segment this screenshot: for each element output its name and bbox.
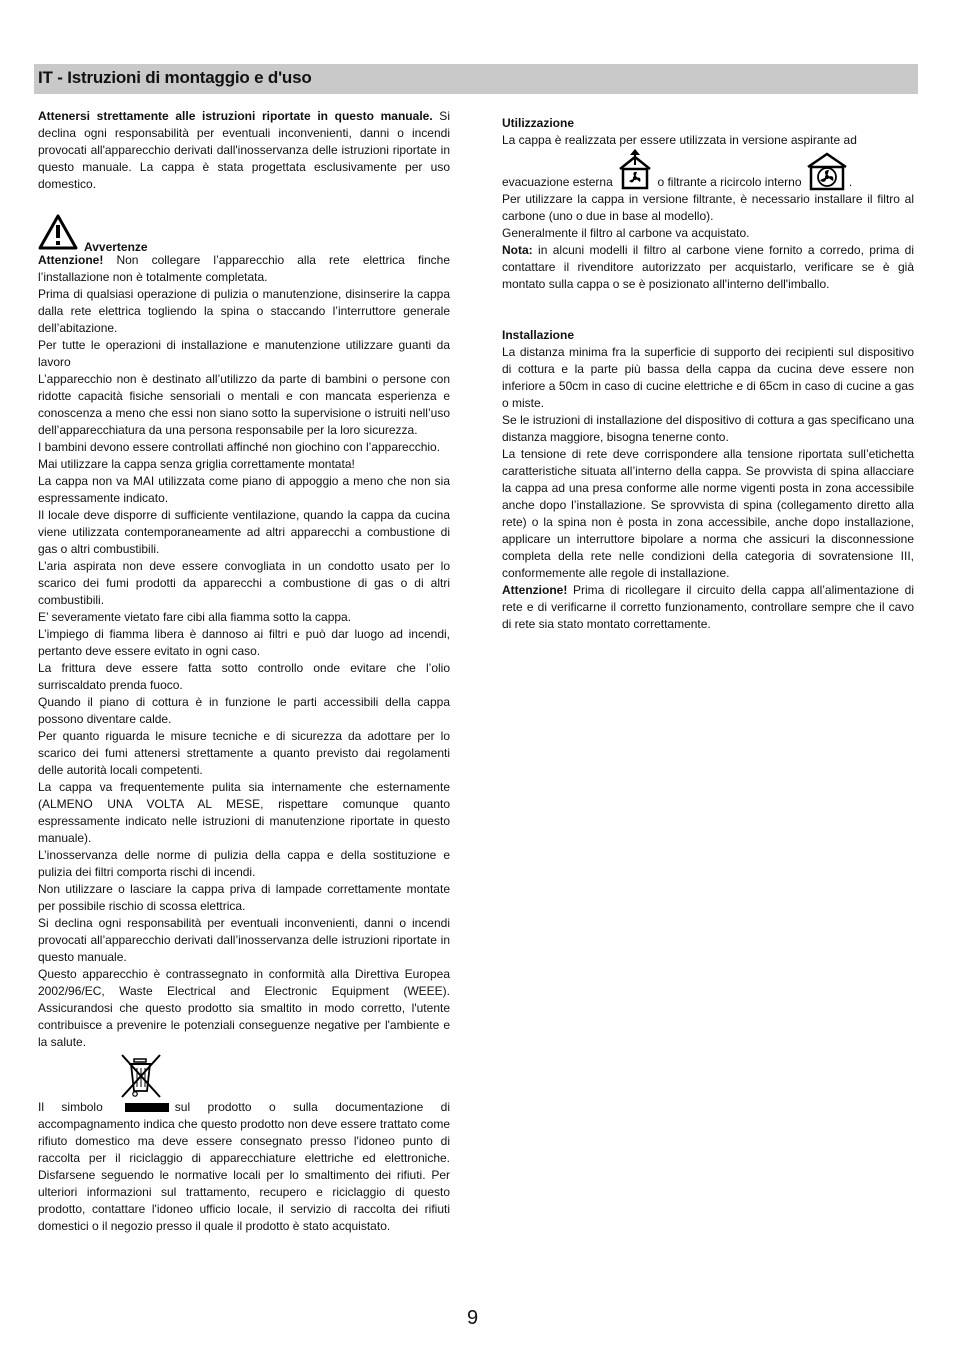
final-attention-bold: Attenzione! — [502, 583, 568, 597]
warning-paragraph: L’inosservanza delle norme di pulizia della cappa e della sostituzione e pulizia dei filtri comporta rischi di incendi. — [38, 848, 450, 879]
usage-line: La cappa è realizzata per essere utilizzata in versione aspirante ad — [502, 133, 857, 147]
warning-paragraph: Quando il piano di cottura è in funzione le parti accessibili della cappa possono diventare calde. — [38, 695, 450, 726]
final-attention-paragraph — [502, 582, 914, 633]
weee-paragraph — [38, 1099, 450, 1235]
page-number: 9 — [467, 1307, 479, 1329]
warning-paragraph: La cappa va frequentemente pulita sia internamente che esternamente (ALMENO UNA VOLTA AL MESE, rispettare comunque quanto espressamente indicato nelle istruzioni di manutenzione riportate in questo manuale). — [38, 780, 450, 845]
section-header — [34, 64, 918, 94]
crossed-bin-icon — [120, 1053, 162, 1099]
page-title: IT - Istruzioni di montaggio e d'uso — [38, 68, 312, 87]
warning-paragraph: Prima di qualsiasi operazione di pulizia o manutenzione, disinserire la cappa dalla rete elettrica togliendo la spina o staccando l’interruttore generale dell’abitazione. — [38, 287, 450, 335]
usage-heading — [502, 115, 914, 132]
warning-paragraph: Per tutte le operazioni di installazione e manutenzione utilizzare guanti da lavoro — [38, 338, 450, 369]
install-heading-text: Installazione — [502, 328, 575, 342]
warning-heading-row — [38, 214, 450, 252]
install-paragraph: Se le istruzioni di installazione del dispositivo di cottura a gas specificano una distanza maggiore, bisogna tenerne conto. — [502, 413, 914, 444]
attention-text: Non collegare l’apparecchio alla rete elettrica finche l’installazione non è totalmente completata. — [38, 253, 450, 284]
warning-triangle-icon — [38, 214, 78, 250]
recirculation-filter-icon — [805, 151, 849, 191]
install-paragraph: La distanza minima fra la superficie di supporto dei recipienti sul dispositivo di cottura e la parte più bassa della cappa da cucina deve essere non inferiore a 50cm in caso di cucine elettriche e di 65cm in caso di cucine a gas o miste. — [502, 345, 914, 410]
warning-paragraph: La frittura deve essere fatta sotto controllo onde evitare che l’olio surriscaldato prenda fuoco. — [38, 661, 450, 692]
warning-paragraph: La cappa non va MAI utilizzata come piano di appoggio a meno che non sia espressamente indicato. — [38, 474, 450, 505]
warning-paragraph: L’impiego di fiamma libera è dannoso ai filtri e può dar luogo ad incendi, pertanto deve essere evitato in ogni caso. — [38, 627, 450, 658]
weee-symbol-block — [38, 1051, 450, 1099]
attention-paragraph — [38, 252, 450, 286]
usage-evac-text: evacuazione esterna — [502, 175, 613, 189]
ducted-extraction-icon — [616, 149, 654, 191]
note-bold: Nota: — [502, 243, 533, 257]
warning-paragraph: L’aria aspirata non deve essere convogliata in un condotto usato per lo scarico dei fumi prodotti da apparecchi a combustione di gas o di altri combustibili. — [38, 559, 450, 607]
usage-heading-text: Utilizzazione — [502, 116, 575, 130]
warning-paragraph: Il locale deve disporre di sufficiente ventilazione, quando la cappa da cucina viene utilizzata contemporaneamente ad altri apparecchi a combustione di gas o altri combustibili. — [38, 508, 450, 556]
weee-underline-bar — [125, 1103, 169, 1112]
final-attention-text: Prima di ricollegare il circuito della cappa all’alimentazione di rete e di verificarne il corretto funzionamento, controllare sempre che il cavo di rete sia stato montato correttamente. — [502, 583, 914, 631]
left-column — [38, 108, 450, 1235]
weee-prefix: Il simbolo — [38, 1100, 103, 1114]
weee-directive-paragraph: Questo apparecchio è contrassegnato in conformità alla Direttiva Europea 2002/96/EC, Waste Electrical and Electronic Equipment (WEEE). Assicurandosi che questo prodotto sia smaltito in modo corretto, l'utente contribuisce a prevenire le potenziali conseguenze negative per l'ambiente e la salute. — [38, 967, 450, 1049]
weee-text: sul prodotto o sulla documentazione di accompagnamento indica che questo prodotto non deve essere trattato come rifiuto domestico ma deve essere consegnato presso l'idoneo punto di raccolta per il riciclaggio di apparecchiature elettriche ed elettroniche. Disfarsene seguendo le normative locali per lo smaltimento dei rifiuti. Per ulteriori informazioni sul trattamento, recupero e riciclaggio di questo prodotto, contattare l'idoneo ufficio locale, il servizio di raccolta dei rifiuti domestici o il negozio presso il quale il prodotto è stato acquistato. — [38, 1100, 451, 1233]
usage-paragraph: Generalmente il filtro al carbone va acquistato. — [502, 226, 750, 240]
warning-paragraph: Non utilizzare o lasciare la cappa priva di lampade correttamente montate per possibile rischio di scossa elettrica. — [38, 882, 450, 913]
attention-bold: Attenzione! — [38, 253, 104, 267]
intro-paragraph — [38, 108, 450, 193]
note-paragraph — [502, 242, 914, 293]
warning-paragraph: L’apparecchio non è destinato all’utilizzo da parte di bambini o persone con ridotte capacità fisiche sensoriali o mentali e con mancata esperienza e conoscenza a meno che essi non siano sotto la supervisione o istruiti nell’uso dell’apparecchiatura da una persona responsabile per la loro sicurezza. — [38, 372, 450, 437]
usage-modes-line — [502, 149, 914, 191]
intro-text: Si declina ogni responsabilità per eventuali inconvenienti, danni o incendi provocati all'apparecchio derivati dall'inosservanza delle istruzioni riportate in questo manuale. La cappa è stata progettata esclusivamente per uso domestico. — [38, 109, 450, 191]
note-text: in alcuni modelli il filtro al carbone viene fornito a corredo, prima di contattare il rivenditore autorizzato per acquistarlo, verificare se è già montato sulla cappa o se è posizionato all'interno dell'imballo. — [502, 243, 914, 291]
usage-dot: . — [848, 175, 853, 189]
warning-heading: Avvertenze — [84, 240, 148, 254]
right-column — [502, 115, 914, 633]
usage-filter-text: o filtrante a ricircolo interno — [657, 175, 802, 189]
intro-bold: Attenersi strettamente alle istruzioni riportate in questo manuale. — [38, 109, 433, 123]
install-heading — [502, 327, 914, 344]
warning-paragraph: Mai utilizzare la cappa senza griglia correttamente montata! — [38, 457, 355, 471]
warning-paragraph: Si declina ogni responsabilità per eventuali inconvenienti, danni o incendi provocati all’apparecchio derivati dall’inosservanza delle istruzioni riportate in questo manuale. — [38, 916, 450, 964]
warning-paragraph: Per quanto riguarda le misure tecniche e di sicurezza da adottare per lo scarico dei fumi attenersi strettamente a quanto previsto dai regolamenti delle autorità locali competenti. — [38, 729, 450, 777]
usage-paragraph: Per utilizzare la cappa in versione filtrante, è necessario installare il filtro al carbone (uno o due in base al modello). — [502, 192, 914, 223]
warning-paragraph: I bambini devono essere controllati affinché non giochino con l’apparecchio. — [38, 440, 441, 454]
warning-paragraph: E’ severamente vietato fare cibi alla fiamma sotto la cappa. — [38, 610, 352, 624]
install-paragraph: La tensione di rete deve corrispondere alla tensione riportata sull’etichetta caratteristiche situata all’interno della cappa. Se provvista di spina allacciare la cappa ad una presa conforme alle norme vigenti posta in zona accessibile anche dopo l’installazione. Se sprovvista di spina (collegamento diretto alla rete) o la spina non è posta in zona accessibile, anche dopo installazione, applicare un interruttore bipolare a norma che assicuri la disconnessione completa della rete nelle condizioni della categoria di sovratensione III, conformemente alle regole di installazione. — [502, 447, 914, 580]
